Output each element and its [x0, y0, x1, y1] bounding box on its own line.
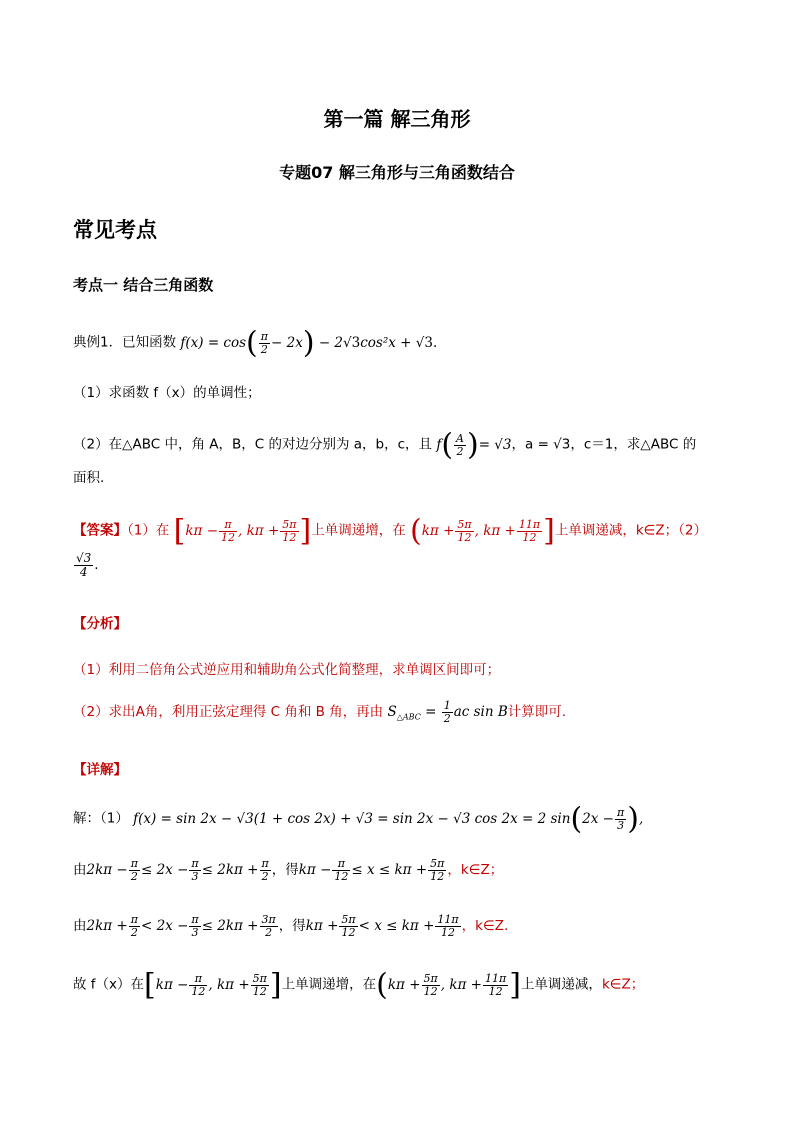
- decreasing-interval: (kπ + $\frac{5\pi}{12}$ , kπ + $\frac{11\pi}{12}$ ]: [410, 513, 555, 548]
- analysis-line-2: （2）求出A角，利用正弦定理得 C 角和 B 角，再由 $S_{\triangle ABC}$ = $\frac{1}{2}$ ac sin B计算即可.: [73, 699, 567, 725]
- function-definition: f(x) = cos( $\frac{\pi}{2}$ − 2x) − 2√3cos²x + √3.: [180, 325, 438, 360]
- page-title: 第一篇 解三角形: [323, 107, 471, 131]
- answer-area: $\frac{√3}{4}$ .: [76, 551, 99, 579]
- example-statement: [73, 325, 438, 360]
- question-1: （1）求函数 f（x）的单调性；: [73, 385, 261, 401]
- solution-line-3: 由2kπ + $\frac{\pi}{2}$ < 2x − $\frac{\pi}{3}$ ≤ 2kπ + $\frac{3\pi}{2}$ ，得kπ + $\frac{5\pi}{12}$ < x ≤ kπ + $\frac{11\pi}{12}$ ，k∈Z.: [73, 913, 509, 939]
- subsection-heading: 考点一 结合三角函数: [73, 276, 214, 294]
- question-2-end: 面积.: [73, 470, 105, 486]
- answer-label: 【答案】: [73, 522, 127, 539]
- detail-label: 【详解】: [73, 762, 127, 778]
- section-heading: 常见考点: [73, 218, 157, 242]
- answer-line: 【答案】（1）在 [kπ − $\frac{\pi}{12}$ , kπ + $\frac{5\pi}{12}$ ]上单调递增，在 (kπ + $\frac{5\pi}{12}$ , kπ + $\frac{11\pi}{12}$ ]上单调递减，k∈Z；（2）: [73, 513, 707, 548]
- solution-line-1: 解：（1） f(x) = sin 2x − √3(1 + cos 2x) + √3 = sin 2x − √3 cos 2x = 2 sin(2x − $\frac{\pi}{3}$ ),: [73, 801, 644, 836]
- analysis-label: 【分析】: [73, 616, 127, 632]
- example-prefix: 典例1．已知函数: [73, 334, 177, 351]
- solution-line-4: 故 f（x）在[kπ − $\frac{\pi}{12}$ , kπ + $\frac{5\pi}{12}$ ]上单调递增，在(kπ + $\frac{5\pi}{12}$ , kπ + $\frac{11\pi}{12}$ ]上单调递减，k∈Z；: [73, 967, 645, 1002]
- question-2: （2）在△ABC 中，角 A，B，C 的对边分别为 a，b，c，且 f( $\frac{A}{2}$ )= √3，a = √3，c＝1，求△ABC 的: [73, 427, 697, 462]
- page-subtitle: 专题07 解三角形与三角函数结合: [279, 163, 515, 182]
- analysis-line-1: （1）利用二倍角公式逆应用和辅助角公式化简整理，求单调区间即可；: [73, 662, 501, 678]
- solution-line-2: 由2kπ − $\frac{\pi}{2}$ ≤ 2x − $\frac{\pi}{3}$ ≤ 2kπ + $\frac{\pi}{2}$ ，得kπ − $\frac{\pi}{12}$ ≤ x ≤ kπ + $\frac{5\pi}{12}$ ，k∈Z；: [73, 857, 504, 883]
- increasing-interval: [kπ − $\frac{\pi}{12}$ , kπ + $\frac{5\pi}{12}$ ]: [173, 513, 312, 548]
